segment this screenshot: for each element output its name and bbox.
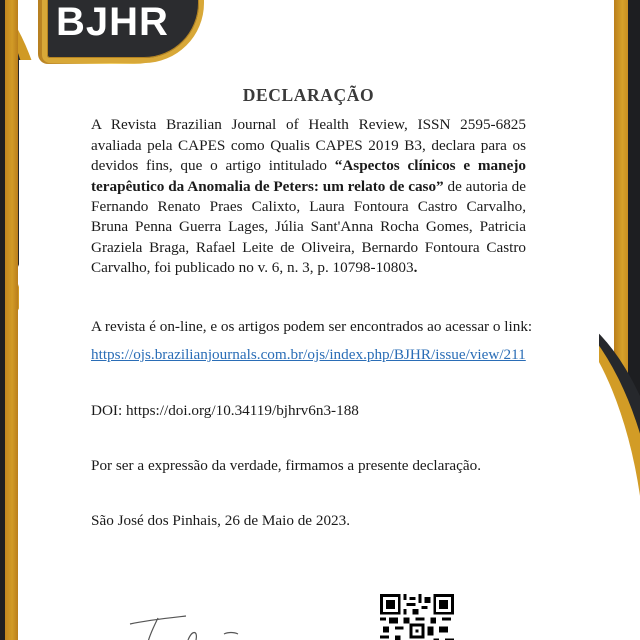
issue-link[interactable]: https://ojs.brazilianjournals.com.br/ojs/index.php/BJHR/issue/view/211 — [91, 346, 526, 363]
left-gold-border — [5, 0, 18, 640]
paragraph-intro: A Revista Brazilian Journal of Health Review, ISSN 2595-6825 avaliada pela CAPES como Qualis CAPES 2019 B3, declara para os devidos fins, que o artigo intitulado — [91, 116, 526, 175]
authors-text: de autoria de Fernando Renato Praes Calixto, Laura Fontoura Castro Carvalho, Bruna Penna Guerra Lages, Júlia Sant'Anna Rocha Gomes, Patricia Graziela Braga, Rafael Leite de Oliveira, Bernardo Fontoura Castro Carvalho, foi publicado no v. 6, n. 3, p. 10798-10803 — [91, 177, 526, 277]
article-title: “Aspectos clínicos e manejo terapêutico da Anomalia de Peters: um relato de caso” — [91, 157, 526, 195]
document-body — [91, 85, 526, 279]
page-title: DECLARAÇÃO — [242, 85, 375, 105]
logo-text: BJHR — [56, 0, 169, 44]
closing-statement: Por ser a expressão da verdade, firmamos a presente declaração. — [91, 457, 482, 474]
qr-code-icon[interactable] — [380, 594, 454, 640]
online-text: A revista é on-line, e os artigos podem ser encontrados ao acessar o link: — [91, 318, 533, 335]
signature-icon — [128, 612, 248, 640]
declaration-paragraph — [91, 115, 526, 278]
doi-text: DOI: https://doi.org/10.34119/bjhrv6n3-188 — [91, 402, 359, 419]
place-date: São José dos Pinhais, 26 de Maio de 2023. — [91, 512, 351, 529]
right-gold-border — [614, 0, 628, 400]
paragraph-end-period: . — [413, 259, 418, 277]
